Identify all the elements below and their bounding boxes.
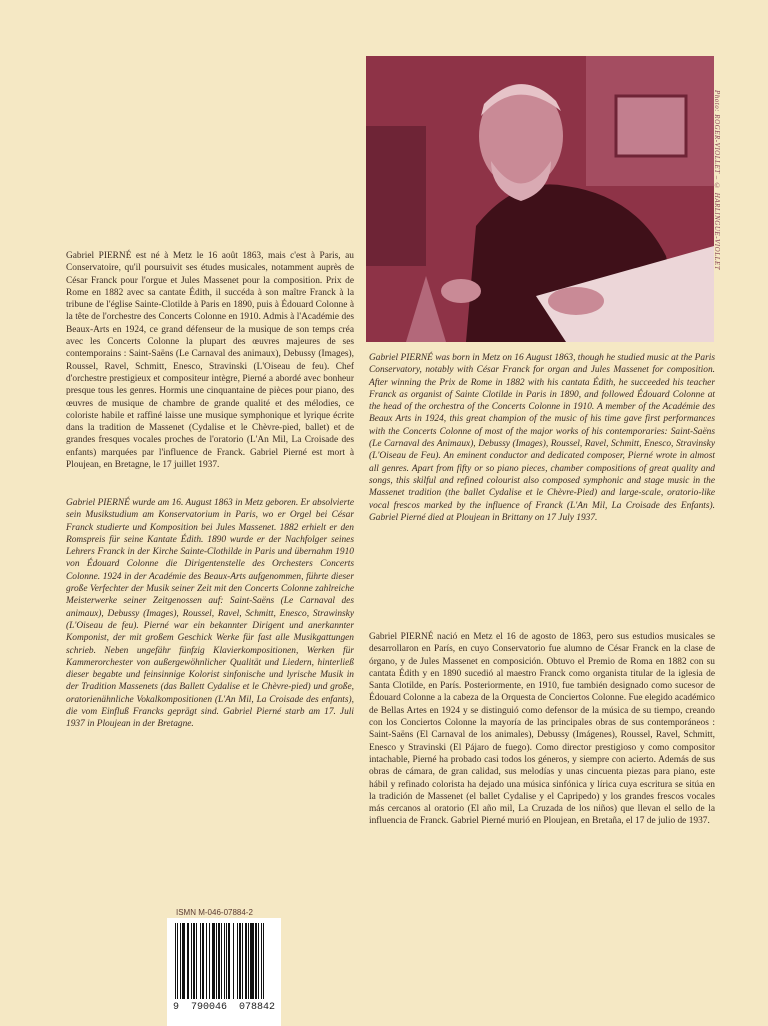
biography-spanish: Gabriel PIERNÉ nació en Metz el 16 de agosto de 1863, pero sus estudios musicales se desarrollaron en París, en cuyo Conservatorio fue alumno de César Franck en la clase de órgano, y de Jules Massenet en composición. Obtuvo el Premio de Roma en 1882 con su cantata Édith y en 1890 sucedió al maestro Franck como organista titular de la iglesia de Santa Clotilde, en París. Posteriormente, en 1910, fue también designado como sucesor de Édouard Colonne a la cabeza de la Orquesta de Conciertos Colonne. Fue elegido académico de Bellas Artes en 1924 y se distinguió como defensor de la música de su tiempo, creando con los Conciertos Colonne la mayoría de las principales obras de sus contemporáneos : Saint-Saëns (El Carnaval de los animales), Debussy (Imágenes), Roussel, Ravel, Schmitt, Enesco y Stravinski (El Pájaro de fuego). Como director prestigioso y como compositor intachable, Pierné ha probado casi todos los géneros, y siempre con acierto. Además de sus obras de cámara, de gran calidad, sus melodías y unas cincuenta piezas para piano, este hábil y refinado colorista ha dejado una música sinfónica y lírica cuya escritura se sitúa en la tradición de Massenet (el ballet Cydalise y el Capripedo) y los grandes frescos vocales más cercanos al oratorio (El año mil, La Cruzada de los niños) que llevan el sello de la influencia de Franck. Gabriel Pierné murió en Ploujean, en Bretaña, el 17 de julio de 1937. <box>369 632 715 827</box>
barcode-right-group: 078842 <box>238 1002 275 1013</box>
biography-french: Gabriel PIERNÉ est né à Metz le 16 août 1863, mais c'est à Paris, au Conservatoire, qu'il poursuivit ses études musicales, notamment auprès de César Franck pour l'orgue et Jules Massenet pour la composition. Prix de Rome en 1882 avec sa cantate Édith, il succéda à son maître Franck à la tribune de l'église Sainte-Clotilde à Paris en 1890, puis à Édouard Colonne à la tête de l'orchestre des Concerts Colonne en 1910. Admis à l'Académie des Beaux-Arts en 1924, ce grand défenseur de la musique de son temps créa avec les Concerts Colonne la plupart des œuvres majeures de ses contemporains : Saint-Saëns (Le Carnaval des animaux), Debussy (Images), Roussel, Ravel, Schmitt, Enesco, Stravinski (L'Oiseau de feu). Chef d'orchestre prestigieux et compositeur intègre, Pierné a abordé avec bonheur presque tous les genres. Hormis une cinquantaine de pièces pour piano, des œuvres de musique de chambre de grande qualité et des mélodies, ce coloriste habile et raffiné laisse une musique symphonique et lyrique écrite dans la tradition de Massenet (Cydalise et le Chèvre-pied, ballet) et de grandes fresques vocales proches de l'oratorio (L'An Mil, La Croisade des enfants) marquées par l'influence de Franck. Gabriel Pierné est mort à Ploujean, en Bretagne, le 17 juillet 1937. <box>66 251 354 471</box>
barcode-first-digit: 9 <box>173 1002 180 1013</box>
composer-portrait <box>366 56 714 342</box>
biography-german: Gabriel PIERNÉ wurde am 16. August 1863 in Metz geboren. Er absolvierte sein Musikstudium am Konservatorium in Paris, wo er Orgel bei César Franck studierte und Komposition bei Jules Massenet. 1882 erhielt er den Romspreis für seine Kantate Édith. 1890 wurde er der Nachfolger seines Lehrers Franck in der Kirche Sainte-Clothilde in Paris und übernahm 1910 von Édouard Colonne die Dirigentenstelle des Orchesters Concerts Colonne. 1924 in der Académie des Beaux-Arts aufgenommen, führte dieser große Verfechter der Musik seiner Zeit mit den Concerts Colonne zahlreiche Meisterwerke seiner Zeitgenossen auf: Saint-Saëns (Le Carnaval des animaux), Debussy (Images), Roussel, Ravel, Schmitt, Enesco, Strawinsky (L'Oiseau de feu). Pierné war ein bekannter Dirigent und anerkannter Komponist, der mit großem Geschick Werke für fast alle Musikgattungen schrieb. Neben ungefähr fünfzig Klavierkompositionen, Werken für Kammerorchester von außergewöhnlicher Qualität und Liedern, hinterließ dieser begabte und feinsinnige Kolorist sinfonische und lyrische Musik in der Tradition Massenets (das Ballett Cydalise et le Chèvre-pied) und große, oratorienähnliche Vokalkompositionen (L'An Mil, La Croisade des enfants), die vom Einfluß Francks geprägt sind. Gabriel Pierné starb am 17. Juli 1937 in Ploujean in der Bretagne. <box>66 498 354 730</box>
barcode <box>167 918 281 1026</box>
barcode-bar <box>264 923 266 999</box>
biography-english: Gabriel PIERNÉ was born in Metz on 16 August 1863, though he studied music at the Paris Conservatory, notably with César Franck for organ and Jules Massenet for composition. After winning the Prix de Rome in 1882 with his cantata Édith, he succeeded his teacher Franck as organist of Sainte Clotilde in Paris in 1890, and followed Édouard Colonne at the head of the orchestra of the Concerts Colonne in 1910. A member of the Académie des Beaux Arts in 1924, this great champion of the music of his time gave first performances with the Concerts Colonne of most of the major works of his contemporaries: Saint-Saëns (Le Carnaval des Animaux), Debussy (Images), Roussel, Ravel, Schmitt, Enesco, Stravinsky (L'Oiseau de Feu). An eminent conductor and dedicated composer, Pierné wrote in almost all genres. Apart from fifty or so piano pieces, chamber compositions of great quality and songs, this skilful and refined colourist also composed symphonic and stage music in the Massenet tradition (the ballet Cydalise et le Chèvre-Pied) and large-scale, oratorio-like vocal frescos marked by the influence of Franck (L'An Mil, La Croisade des Enfants). Gabriel Pierné died at Ploujean in Brittany on 17 July 1937. <box>369 353 715 523</box>
barcode-left-group: 790046 <box>190 1002 227 1013</box>
portrait-illustration <box>366 56 714 342</box>
barcode-bars <box>175 923 275 999</box>
photo-credit: Photo: ROGER-VIOLLET – © HARLINGUE-VIOLLET <box>713 90 721 271</box>
barcode-numbers <box>167 1002 281 1013</box>
ismn-number: ISMN M-046-07884-2 <box>176 908 253 917</box>
